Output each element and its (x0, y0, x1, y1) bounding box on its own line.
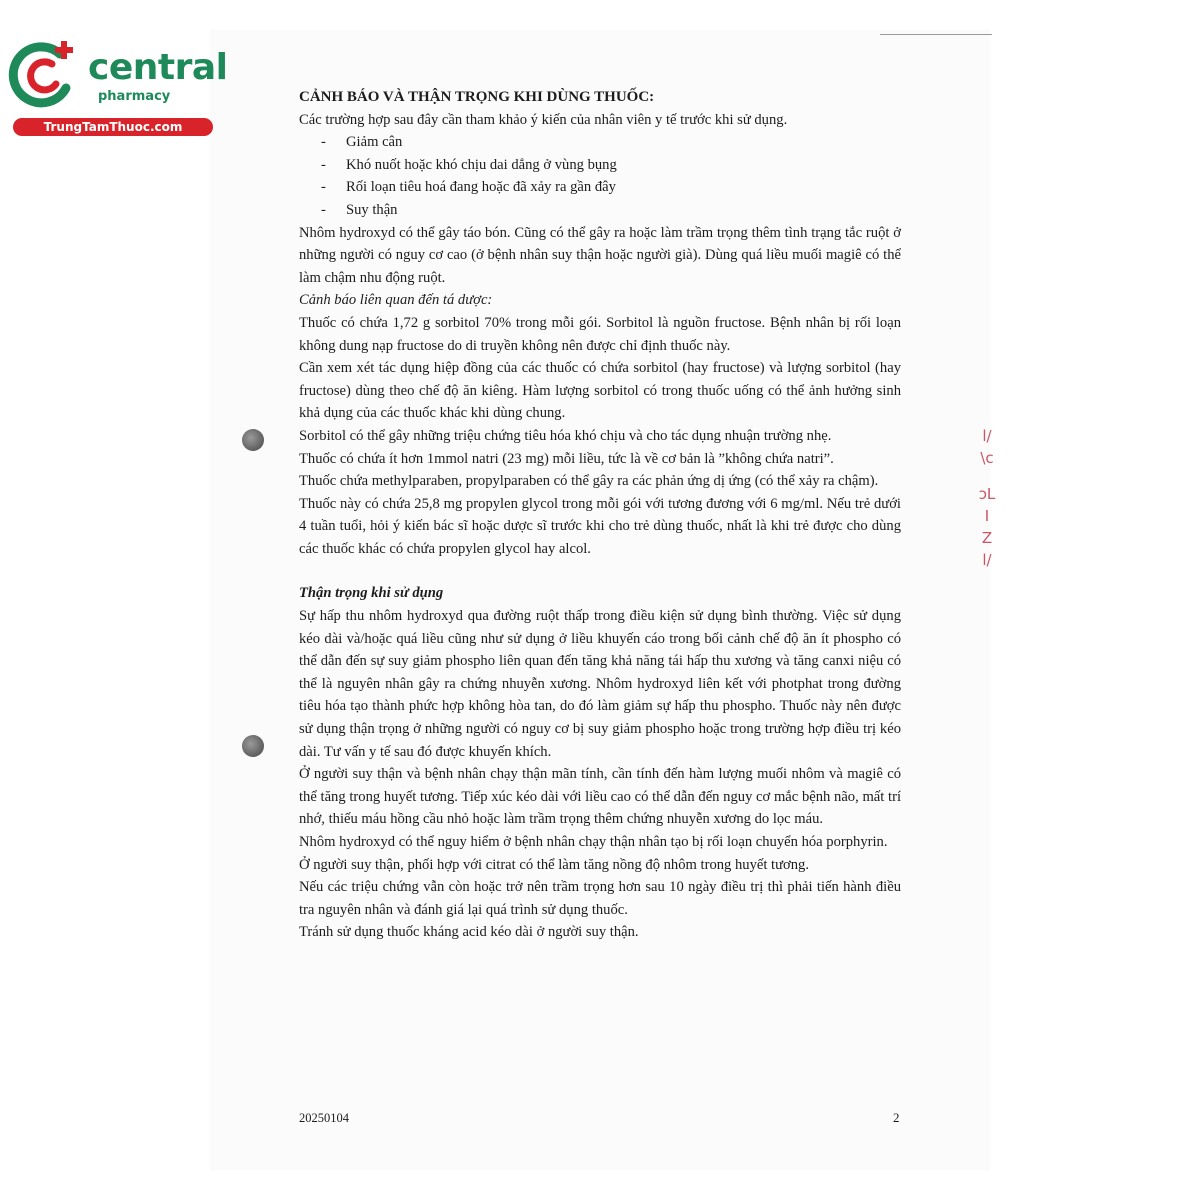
top-rule-divider (880, 34, 992, 35)
stamp-mark: \c (980, 449, 994, 467)
caution-paragraph: Nếu các triệu chứng vẫn còn hoặc trở nên trầm trọng hơn sau 10 ngày điều trị thì phải tiến hành điều tra nguyên nhân và đánh giá lại quá trình sử dụng thuốc. (299, 879, 901, 918)
logo-subtitle: pharmacy (98, 89, 171, 104)
excipient-paragraph: Cần xem xét tác dụng hiệp đồng của các thuốc có chứa sorbitol (hay fructose) và lượng sorbitol (hay fructose) dùng theo chế độ ăn kiêng. Hàm lượng sorbitol có trong thuốc uống có thể ảnh hưởng sinh khả dụng của các thuốc khác khi dùng chung. (299, 360, 901, 422)
caution-paragraph: Nhôm hydroxyd có thể nguy hiểm ở bệnh nhân chạy thận nhân tạo bị rối loạn chuyển hóa porphyrin. (299, 834, 888, 850)
caution-paragraph: Ở người suy thận, phối hợp với citrat có thể làm tăng nồng độ nhôm trong huyết tương. (299, 856, 809, 873)
bullet-marker: - (321, 201, 326, 218)
logo-mark-icon (8, 38, 86, 116)
stamp-mark: ɔL (978, 485, 996, 503)
excipient-paragraph: Thuốc này có chứa 25,8 mg propylen glycol trong mỗi gói với tương đương với 6 mg/ml. Nếu trẻ dưới 4 tuần tuổi, hỏi ý kiến bác sĩ hoặc dược sĩ trước khi cho trẻ dùng thuốc, nhất là khi trẻ được cho dùng các thuốc khác có chứa propylen glycol hay alcol. (299, 495, 901, 557)
punch-hole (242, 429, 264, 451)
list-item (321, 199, 901, 222)
excipient-paragraph: Thuốc chứa methylparaben, propylparaben có thể gây ra các phản ứng dị ứng (có thể xảy ra chậm). (299, 473, 879, 490)
bullet-marker: - (321, 156, 326, 173)
list-item (321, 131, 901, 154)
excipient-paragraph: Thuốc có chứa ít hơn 1mmol natri (23 mg) mỗi liều, tức là về cơ bản là ”không chứa natri”. (299, 450, 834, 467)
caution-paragraph: Tránh sử dụng thuốc kháng acid kéo dài ở người suy thận. (299, 924, 639, 941)
condition-list (299, 131, 901, 221)
bullet-marker: - (321, 134, 326, 151)
page-number: 2 (893, 1110, 900, 1125)
central-pharmacy-logo (8, 38, 228, 138)
aluminium-paragraph: Nhôm hydroxyd có thể gây táo bón. Cũng có thể gây ra hoặc làm trầm trọng thêm tình trạng tắc ruột ở những người có nguy cơ cao (ở bệnh nhân suy thận hoặc người già). Dùng quá liều muối magiê có thể làm chậm nhu động ruột. (299, 224, 901, 286)
stamp-mark (978, 469, 996, 483)
document-content (299, 86, 901, 944)
excipient-heading: Cảnh báo liên quan đến tá dược: (299, 292, 493, 309)
list-item (321, 154, 901, 177)
intro-paragraph: Các trường hợp sau đây cần tham khảo ý kiến của nhân viên y tế trước khi sử dụng. (299, 111, 788, 128)
section-heading-warnings: CẢNH BÁO VÀ THẬN TRỌNG KHI DÙNG THUỐC: (299, 89, 655, 105)
list-item-text: Giảm cân (346, 134, 403, 151)
stamp-mark: l/ (982, 551, 992, 569)
red-stamp-marks (978, 425, 996, 571)
excipient-paragraph: Thuốc có chứa 1,72 g sorbitol 70% trong mỗi gói. Sorbitol là nguồn fructose. Bệnh nhân bị rối loạn không dung nạp fructose do di truyền không nên được chỉ định thuốc này. (299, 314, 901, 354)
stamp-mark: Z (981, 529, 993, 547)
bullet-marker: - (321, 179, 326, 196)
list-item-text: Rối loạn tiêu hoá đang hoặc đã xảy ra gần đây (346, 179, 616, 196)
stamp-mark: l/ (982, 427, 992, 445)
list-item-text: Khó nuốt hoặc khó chịu dai dẳng ở vùng bụng (346, 156, 617, 173)
stamp-mark: I (984, 507, 990, 525)
caution-paragraph: Sự hấp thu nhôm hydroxyd qua đường ruột thấp trong điều kiện sử dụng bình thường. Việc sử dụng kéo dài và/hoặc quá liều cũng như sử dụng ở liều khuyến cáo trong bối cảnh chế độ ăn ít phospho có thể dẫn đến sự suy giảm phospho liên quan đến tăng khả năng tái hấp thu xương và tăng canxi niệu có thể là nguyên nhân gây ra chứng nhuyễn xương. Nhôm hydroxyd liên kết với photphat trong đường tiêu hóa tạo thành phức hợp không hòa tan, do đó làm giảm sự hấp thu phospho. Thuốc này nên được sử dụng thận trọng ở những người có nguy cơ bị suy giảm phospho hoặc trong trường hợp điều trị kéo dài. Tư vấn y tế sau đó được khuyến khích. (299, 608, 901, 760)
punch-hole (242, 735, 264, 757)
section-gap (299, 560, 901, 582)
footer-document-code: 20250104 (299, 1111, 349, 1125)
logo-website-badge: TrungTamThuoc.com (13, 118, 213, 136)
list-item (321, 176, 901, 199)
caution-heading: Thận trọng khi sử dụng (299, 585, 444, 602)
excipient-paragraph: Sorbitol có thể gây những triệu chứng tiêu hóa khó chịu và cho tác dụng nhuận trường nhẹ. (299, 427, 832, 444)
list-item-text: Suy thận (346, 201, 398, 218)
caution-paragraph: Ở người suy thận và bệnh nhân chạy thận mãn tính, cần tính đến hàm lượng muối nhôm và magiê có thể tăng trong huyết tương. Tiếp xúc kéo dài với liều cao có thể dẫn đến nguy cơ mắc bệnh não, mất trí nhớ, thiếu máu hồng cầu nhỏ hoặc làm trầm trọng thêm chứng nhuyễn xương do lọc máu. (299, 766, 901, 828)
logo-brand-name: central (88, 47, 228, 88)
